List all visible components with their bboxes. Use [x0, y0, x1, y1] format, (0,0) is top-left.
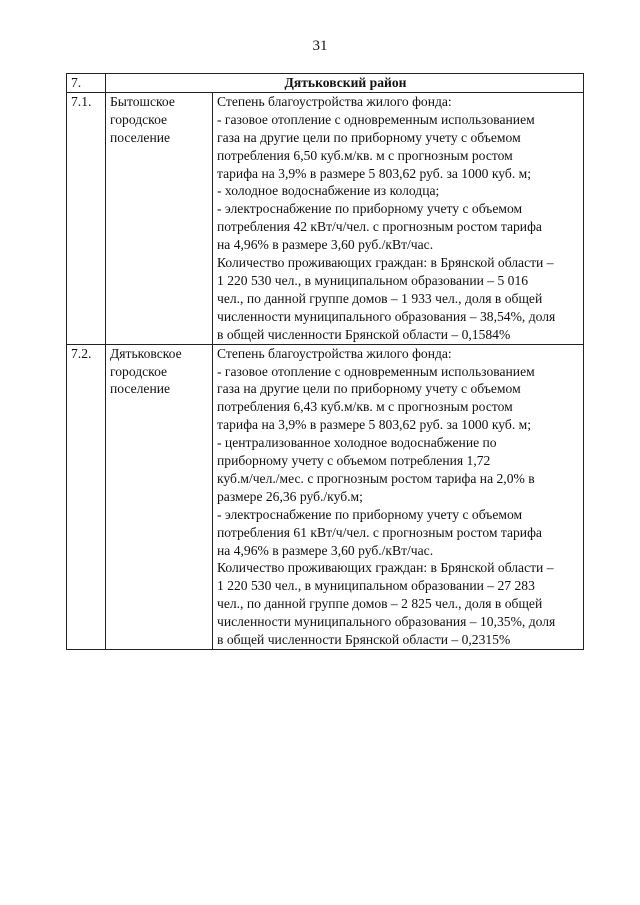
description-line: - холодное водоснабжение из колодца;: [217, 183, 440, 199]
description-line: чел., по данной группе домов – 1 933 чел., доля в общей: [217, 290, 543, 306]
page-number: 31: [312, 38, 328, 54]
description-line: - газовое отопление с одновременным использованием: [217, 111, 535, 127]
description-line: куб.м/чел./мес. с прогнозным ростом тарифа на 2,0% в: [217, 470, 535, 486]
description-line: тарифа на 3,9% в размере 5 803,62 руб. за 1000 куб. м;: [217, 417, 531, 433]
section-number: 7.: [67, 74, 106, 93]
description-line: - электроснабжение по приборному учету с объемом: [217, 506, 523, 522]
description-line: газа на другие цели по приборному учету с объемом: [217, 129, 521, 145]
table-row: [67, 92, 584, 344]
row-number: 7.2.: [67, 344, 106, 649]
settlement-name-line: поселение: [110, 381, 171, 397]
description-line: на 4,96% в размере 3,60 руб./кВт/час.: [217, 542, 434, 558]
description-line: - газовое отопление с одновременным использованием: [217, 363, 535, 379]
section-title: Дятьковский район: [106, 74, 584, 93]
settlement-description: [213, 92, 584, 344]
description-line: в общей численности Брянской области – 0,2315%: [217, 632, 511, 648]
settlement-name-line: Дятьковское: [110, 345, 182, 361]
description-line: тарифа на 3,9% в размере 5 803,62 руб. за 1000 куб. м;: [217, 165, 531, 181]
description-line: Степень благоустройства жилого фонда:: [217, 345, 452, 361]
section-header-row: [67, 74, 584, 93]
description-line: на 4,96% в размере 3,60 руб./кВт/час.: [217, 237, 434, 253]
description-line: Количество проживающих граждан: в Брянской области –: [217, 560, 554, 576]
region-table: [66, 73, 584, 650]
description-line: 1 220 530 чел., в муниципальном образовании – 27 283: [217, 578, 535, 594]
description-line: потребления 61 кВт/ч/чел. с прогнозным ростом тарифа: [217, 524, 542, 540]
description-line: чел., по данной группе домов – 2 825 чел., доля в общей: [217, 596, 543, 612]
description-line: 1 220 530 чел., в муниципальном образовании – 5 016: [217, 272, 529, 288]
description-line: Степень благоустройства жилого фонда:: [217, 93, 452, 109]
settlement-name-line: поселение: [110, 129, 171, 145]
row-number: 7.1.: [67, 92, 106, 344]
description-line: в общей численности Брянской области – 0,1584%: [217, 326, 511, 342]
settlement-name: [106, 344, 213, 649]
description-line: потребления 42 кВт/ч/чел. с прогнозным ростом тарифа: [217, 219, 542, 235]
description-line: - электроснабжение по приборному учету с объемом: [217, 201, 523, 217]
description-line: Количество проживающих граждан: в Брянской области –: [217, 255, 554, 271]
table-row: [67, 344, 584, 649]
table-body: [67, 74, 584, 650]
settlement-name-line: городское: [110, 363, 168, 379]
description-line: численности муниципального образования – 10,35%, доля: [217, 614, 556, 630]
description-line: потребления 6,50 куб.м/кв. м с прогнозным ростом: [217, 147, 513, 163]
settlement-name: [106, 92, 213, 344]
description-line: приборному учету с объемом потребления 1,72: [217, 453, 491, 469]
settlement-description: [213, 344, 584, 649]
settlement-name-line: Бытошское: [110, 93, 175, 109]
description-line: - централизованное холодное водоснабжение по: [217, 435, 497, 451]
description-line: потребления 6,43 куб.м/кв. м с прогнозным ростом: [217, 399, 513, 415]
settlement-name-line: городское: [110, 111, 168, 127]
description-line: численности муниципального образования – 38,54%, доля: [217, 308, 556, 324]
description-line: размере 26,36 руб./куб.м;: [217, 488, 363, 504]
description-line: газа на другие цели по приборному учету с объемом: [217, 381, 521, 397]
